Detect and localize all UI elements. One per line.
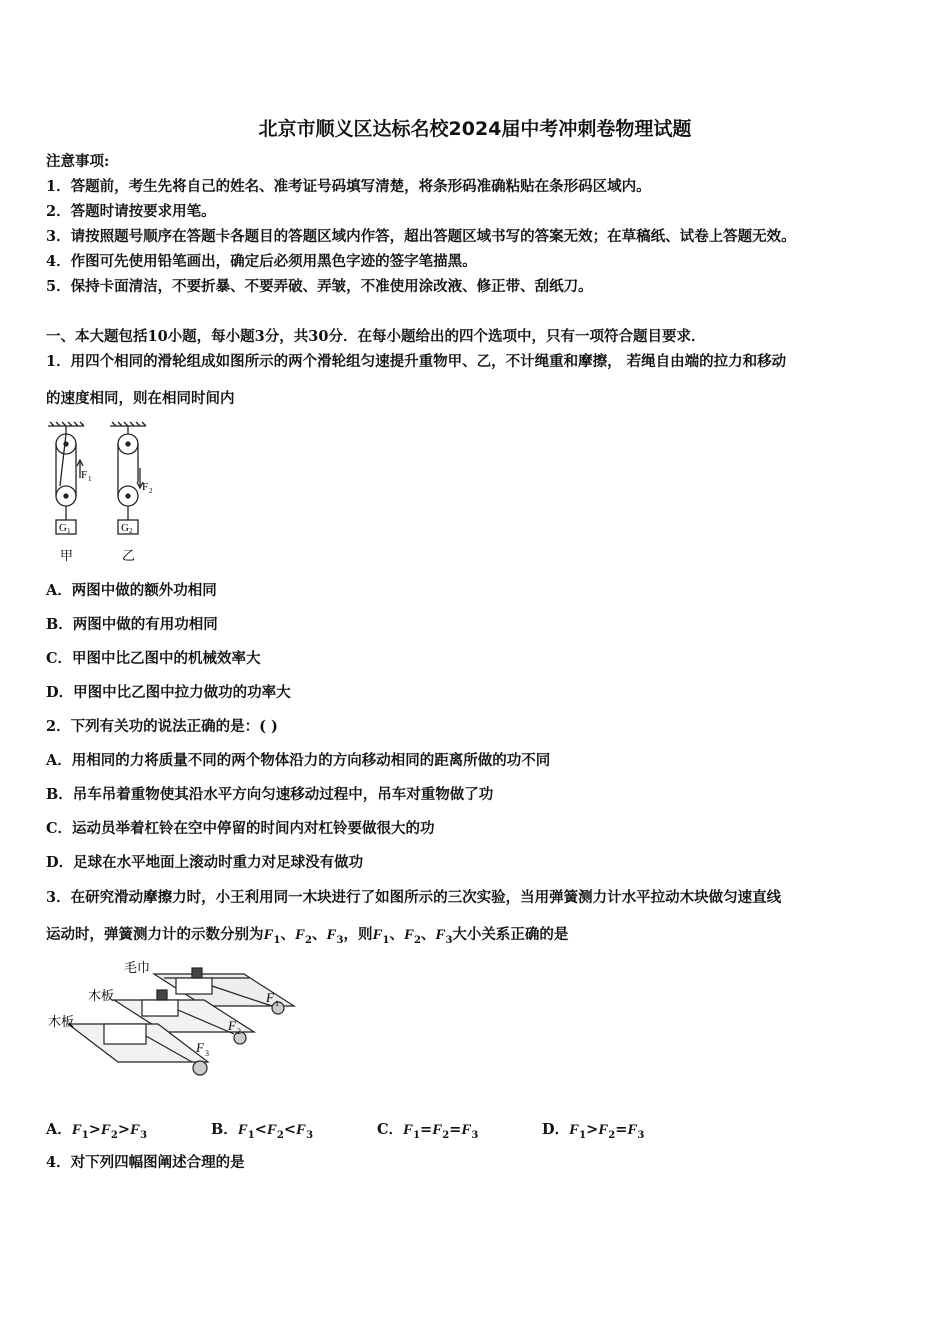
q1-option-b: B．两图中做的有用功相同	[46, 616, 218, 633]
q2-option-d: D．足球在水平地面上滚动时重力对足球没有做功	[46, 854, 364, 871]
g2-label: G	[121, 522, 129, 534]
g1-sub: 1	[67, 527, 71, 535]
f2-label: F	[228, 1018, 236, 1033]
q1-stem-line2: 的速度相同，则在相同时间内	[46, 390, 235, 407]
q2-option-c: C．运动员举着杠铃在空中停留的时间内对杠铃要做很大的功	[46, 820, 435, 837]
q1-stem-line1: 1．用四个相同的滑轮组成如图所示的两个滑轮组匀速提升重物甲、乙，不计绳重和摩擦， 若绳自由端的拉力和移动	[46, 353, 787, 370]
q4-stem: 4．对下列四幅图阐述合理的是	[46, 1154, 245, 1171]
board1-label: 木板	[88, 989, 115, 1004]
f1-label: F	[266, 990, 274, 1005]
f1-sub: 1	[275, 999, 279, 1008]
q1-option-d: D．甲图中比乙图中拉力做功的功率大	[46, 684, 291, 701]
q3-option-b: B．$F_1<F_2<F_3$	[211, 1121, 314, 1141]
notice-item: 3．请按照题号顺序在答题卡各题目的答题区域内作答，超出答题区域书写的答案无效；在草稿纸、试卷上答题无效。	[46, 228, 796, 245]
f2-label: F	[142, 481, 149, 493]
label-jia: 甲	[60, 549, 74, 564]
q3-option-d: D．$F_1>F_2=F_3$	[542, 1121, 645, 1141]
f3-sub: 3	[205, 1049, 209, 1058]
f1-label: F	[81, 469, 88, 481]
q3-option-c: C．$F_1=F_2=F_3$	[377, 1121, 479, 1141]
f1-sub: 1	[88, 475, 92, 483]
notice-item: 2．答题时请按要求用笔。	[46, 203, 216, 220]
q3-option-a: A．$F_1>F_2>F_3$	[46, 1121, 148, 1141]
board2-label: 木板	[48, 1015, 75, 1030]
q2-stem: 2．下列有关功的说法正确的是：( )	[46, 718, 278, 735]
q3-stem-line1: 3．在研究滑动摩擦力时，小王利用同一木块进行了如图所示的三次实验，当用弹簧测力计水平拉动木块做匀速直线	[46, 889, 782, 906]
q2-option-a: A．用相同的力将质量不同的两个物体沿力的方向移动相同的距离所做的功不同	[46, 752, 551, 769]
pulley-figure	[44, 420, 164, 570]
g2-sub: 2	[129, 527, 133, 535]
q2-option-b: B．吊车吊着重物使其沿水平方向匀速移动过程中，吊车对重物做了功	[46, 786, 494, 803]
f2-sub: 2	[149, 487, 153, 495]
notice-heading: 注意事项:	[46, 153, 110, 170]
f3-label: F	[196, 1040, 204, 1055]
notice-item: 1．答题前，考生先将自己的姓名、准考证号码填写清楚，将条形码准确粘贴在条形码区域内。	[46, 178, 651, 195]
label-yi: 乙	[122, 549, 136, 564]
f2-sub: 2	[237, 1027, 241, 1036]
notice-item: 4．作图可先使用铅笔画出，确定后必须用黑色字迹的签字笔描黑。	[46, 253, 477, 270]
notice-item: 5．保持卡面清洁，不要折暴、不要弄破、弄皱，不准使用涂改液、修正带、刮纸刀。	[46, 278, 593, 295]
q3-stem-line2: 运动时，弹簧测力计的示数分别为$F_1$、$F_2$、$F_3$，则$F_1$、$F_2$、$F_3$大小关系正确的是	[46, 926, 569, 946]
section-heading: 一、本大题包括10小题，每小题3分，共30分．在每小题给出的四个选项中，只有一项符合题目要求．	[46, 328, 706, 345]
g1-label: G	[59, 522, 67, 534]
friction-figure	[44, 958, 304, 1088]
q1-option-c: C．甲图中比乙图中的机械效率大	[46, 650, 261, 667]
q1-option-a: A．两图中做的额外功相同	[46, 582, 217, 599]
page-title: 北京市顺义区达标名校2024届中考冲刺卷物理试题	[258, 118, 692, 140]
towel-label: 毛巾	[124, 961, 151, 976]
